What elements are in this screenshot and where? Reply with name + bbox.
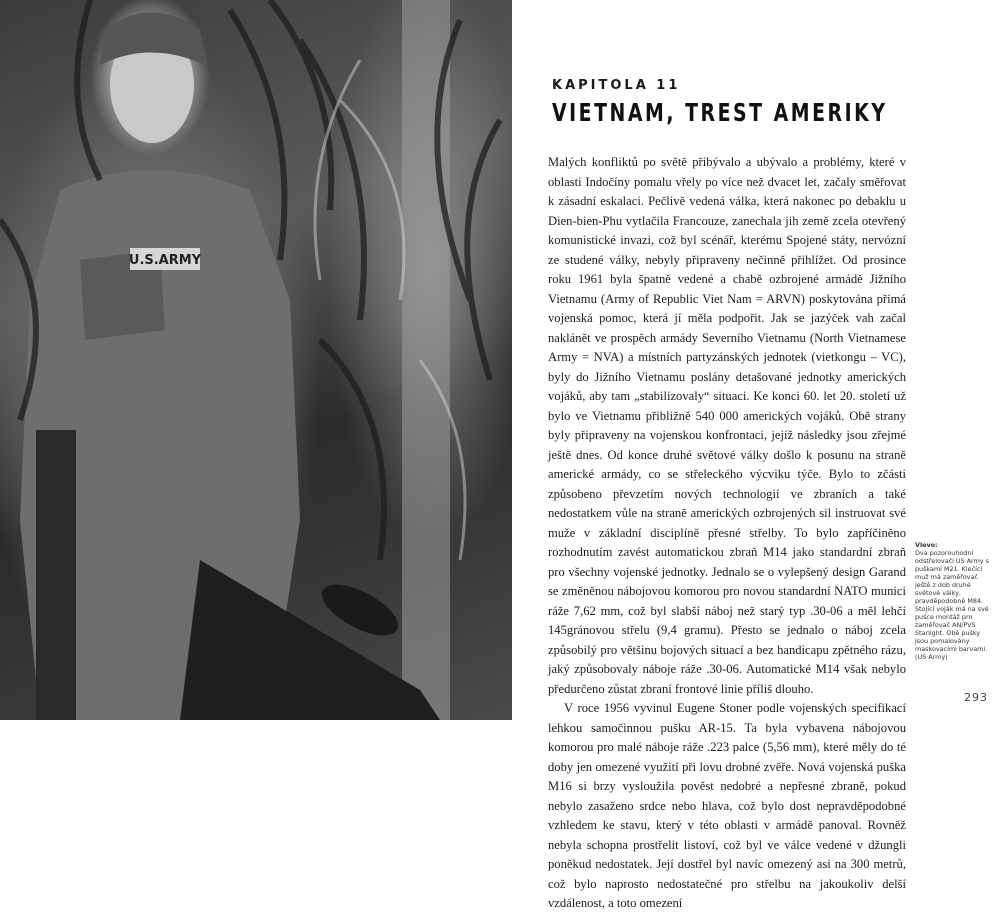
- uniform-tape-text: U.S.ARMY: [128, 253, 202, 268]
- chapter-label: KAPITOLA 11: [552, 78, 681, 93]
- photo-caption: [915, 541, 991, 661]
- caption-heading: Vlevo:: [915, 541, 938, 549]
- right-page: [512, 0, 1000, 910]
- chapter-body-text: [548, 153, 906, 914]
- paragraph-1: Malých konfliktů po světě přibývalo a ubývalo a problémy, které v oblasti Indočíny pomalu vřely po více než dvacet let, začaly směřovat k zásadní eskalaci. Pečlivě vedená válka, která nakonec po debaklu u Dien-bien-Phu vytlačila Francouze, zanechala jih země zcela otevřený komunistické invazi, což byl scénář, kterému Spojené státy, nervózní ze studené války, nebyly připraveny nečinně přihlížet. Od prosince roku 1961 byla špatně vedené a chabě ozbrojené armádě Jižního Vietnamu (Army of Republic Viet Nam = ARVN) poskytována přímá vojenská pomoc, která jí měla podpořit. Jak se jazýček vah začal naklánět ve prospěch armády Severního Vietnamu (North Vietnamese Army = NVA) a místních partyzánských jednotek (vietkongu – VC), byly do Jižního Vietnamu poslány detašované jednotky amerických vojáků, aby tam „stabilizovaly“ situaci. Ke konci 60. let 20. století už bylo ve Vietnamu přibližně 540 000 amerických vojáků. Obě strany byly připraveny na vojenskou konfrontaci, jejíž následky jsou zřejmé ještě dnes. Od konce druhé světové války došlo k posunu na straně americké armády, co se střeleckého výcviku týče. Bylo to zčásti způsobeno převzetím nových technologií ve zbraních a také nedostatkem vůle na straně amerických ozbrojených sil instruovat své muže v základní disciplíně přesné střelby. To bylo zapříčiněno rozhodnutím zavést automatickou zbraň M14 jako standardní zbraň pro všechny vojenské jednotky. Jednalo se o vylepšený design Garand se změněnou nábojovou komorou pro novou standardní NATO munici ráže 7,62 mm, což byl slabší náboj než starý typ .30-06 a měl lehčí 145gránovou střelu (9,4 gramu). Přesto se jednalo o náboj zcela způsobilý pro většinu bojových situací a bez handicapu zpětného rázu, jaký způsobovaly náboje ráže .30-06. Automatické M14 však nebylo předurčeno zůstat zbraní frontové linie příliš dlouho.: [548, 155, 906, 696]
- rifle-bottom: [180, 560, 440, 720]
- rifle-scope: [314, 574, 405, 645]
- photo-illustration: [0, 0, 512, 720]
- tree-trunk: [402, 0, 450, 720]
- caption-text: Dva pozorouhodní odstřelovači US Army s puškami M21. Klečící muž má zaměřovač ještě z dob druhé světové války, pravděpodobně M84. Stojící voják má na své pušce montáž pro zaměřovač AN/PVS Starlight. Obě pušky jsou pomalovány maskovacími barvami. (US Army): [915, 549, 989, 661]
- rifle-left: [36, 430, 76, 720]
- chapter-title: VIETNAM, TREST AMERIKY: [552, 98, 888, 127]
- page-number: 293: [964, 691, 988, 704]
- soldier-in-jungle-photo: [0, 0, 512, 720]
- paragraph-2: V roce 1956 vyvinul Eugene Stoner podle vojenských specifikací lehkou samočinnou pušku AR-15. Ta byla vybavena nábojovou komorou pro malé náboje ráže .223 palce (5,56 mm), které měly do té doby jen omezené využití při lovu drobné zvěře. Nová vojenská puška M16 si brzy vysloužila pověst nedobré a nepřesné zbraně, pokud nebylo zasaženo srdce nebo hlava, což bylo dost nepravděpodobné vzhledem ke stavu, který v této oblasti v armádě panoval. Rovněž nebyla schopna prostřelit listoví, což byl ve válce vedené v džungli poněkud nedostatek. Její dostřel byl navíc omezený asi na 300 metrů, což bylo naprosto nedostatečné pro střelbu na jakoukoliv delší vzdálenost, a toto omezení: [548, 701, 906, 910]
